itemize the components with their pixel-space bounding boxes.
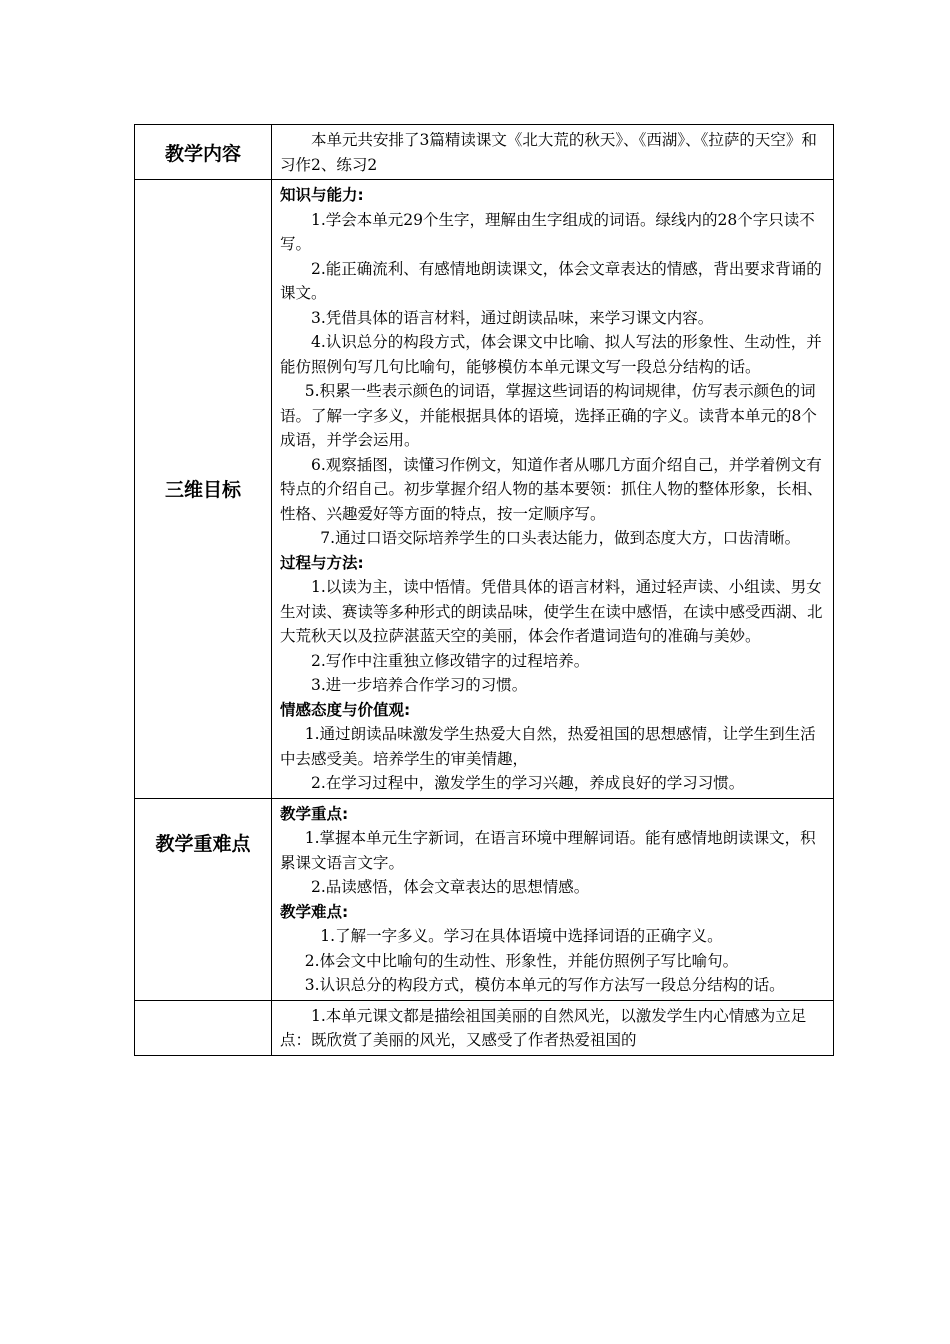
knowledge-item: 1.学会本单元29个生字，理解由生字组成的词语。绿线内的28个字只读不写。 bbox=[280, 210, 815, 253]
difficulty-item: 3.认识总分的构段方式，模仿本单元的写作方法写一段总分结构的话。 bbox=[304, 976, 785, 994]
row-unit-analysis bbox=[135, 1000, 834, 1055]
knowledge-item: 4.认识总分的构段方式，体会课文中比喻、拟人写法的形象性、生动性，并能仿照例句写几句比喻句，能够模仿本单元课文写一段总分结构的话。 bbox=[280, 333, 822, 376]
knowledge-item: 3.凭借具体的语言材料，通过朗读品味，来学习课文内容。 bbox=[311, 308, 714, 327]
section-title-process: 过程与方法: bbox=[280, 553, 364, 572]
label-three-dimensional-goals: 三维目标 bbox=[135, 180, 272, 799]
label-unit-analysis bbox=[135, 1000, 272, 1055]
row-key-and-difficult-points bbox=[135, 798, 834, 1000]
knowledge-item: 5.积累一些表示颜色的词语，掌握这些词语的构词规律，仿写表示颜色的词语。了解一字多义，并能根据具体的语境，选择正确的字义。读背本单元的8个成语，并学会运用。 bbox=[280, 382, 817, 449]
row-three-dimensional-goals bbox=[135, 180, 834, 799]
cell-teaching-content bbox=[272, 125, 834, 180]
emotion-item: 1.通过朗读品味激发学生热爱大自然，热爱祖国的思想感情，让学生到生活中去感受美。培养学生的审美情趣， bbox=[280, 725, 816, 768]
unit-analysis-text: 1.本单元课文都是描绘祖国美丽的自然风光，以激发学生内心情感为立足点：既欣赏了美丽的风光，又感受了作者热爱祖国的 bbox=[280, 1006, 807, 1049]
cell-three-dimensional-goals bbox=[272, 180, 834, 799]
emotion-item: 2.在学习过程中，激发学生的学习兴趣，养成良好的学习习惯。 bbox=[311, 774, 745, 792]
label-key-and-difficult-points: 教学重难点 bbox=[135, 798, 272, 1000]
lesson-plan-sheet bbox=[134, 124, 834, 1056]
focus-item: 2.品读感悟，体会文章表达的思想情感。 bbox=[311, 878, 590, 896]
lesson-plan-table bbox=[134, 124, 834, 1056]
focus-item: 1.掌握本单元生字新词，在语言环境中理解词语。能有感情地朗读课文，积累课文语言文字。 bbox=[280, 829, 816, 872]
difficulty-item: 2.体会文中比喻句的生动性、形象性，并能仿照例子写比喻句。 bbox=[304, 951, 739, 970]
section-title-focus: 教学重点: bbox=[280, 804, 349, 823]
row-teaching-content bbox=[135, 125, 834, 180]
process-item: 3.进一步培养合作学习的习惯。 bbox=[311, 676, 528, 694]
process-item: 1.以读为主，读中悟情。凭借具体的语言材料，通过轻声读、小组读、男女生对读、赛读等多种形式的朗读品味，使学生在读中感悟，在读中感受西湖、北大荒秋天以及拉萨湛蓝天空的美丽，体会作者遣词造句的准确与美妙。 bbox=[280, 578, 823, 645]
section-title-difficulty: 教学难点: bbox=[280, 902, 349, 921]
label-teaching-content: 教学内容 bbox=[135, 125, 272, 180]
knowledge-item: 2.能正确流利、有感情地朗读课文，体会文章表达的情感，背出要求背诵的课文。 bbox=[280, 259, 822, 302]
section-title-emotion: 情感态度与价值观: bbox=[280, 700, 411, 719]
section-title-knowledge: 知识与能力: bbox=[280, 186, 364, 204]
process-item: 2.写作中注重独立修改错字的过程培养。 bbox=[311, 651, 590, 670]
knowledge-item: 6.观察插图，读懂习作例文，知道作者从哪几方面介绍自己，并学着例文有特点的介绍自己。初步掌握介绍人物的基本要领：抓住人物的整体形象，长相、性格、兴趣爱好等方面的特点，按一定顺序写。 bbox=[280, 455, 823, 523]
difficulty-item: 1.了解一字多义。学习在具体语境中选择词语的正确字义。 bbox=[320, 927, 723, 945]
knowledge-item: 7.通过口语交际培养学生的口头表达能力，做到态度大方，口齿清晰。 bbox=[320, 529, 801, 547]
cell-unit-analysis bbox=[272, 1000, 834, 1055]
cell-key-and-difficult-points bbox=[272, 798, 834, 1000]
teaching-content-text: 本单元共安排了3篇精读课文《北大荒的秋天》、《西湖》、《拉萨的天空》和习作2、练习2 bbox=[280, 131, 817, 174]
